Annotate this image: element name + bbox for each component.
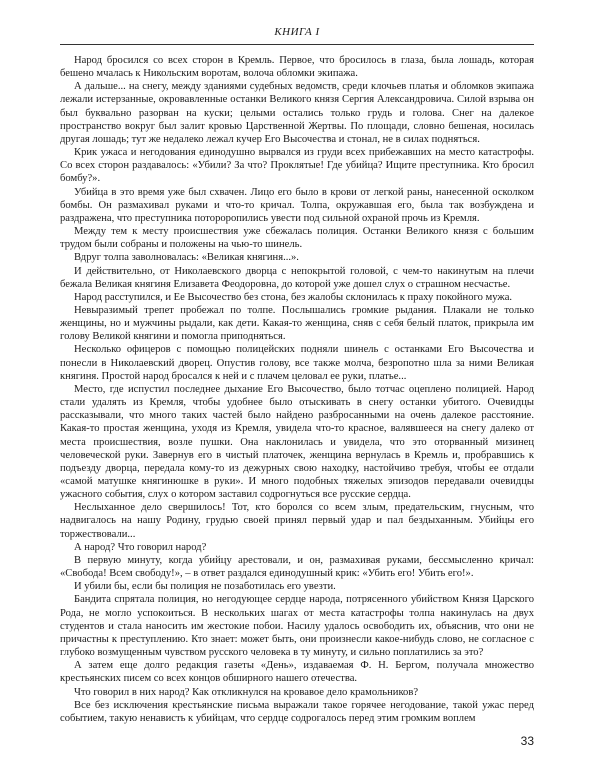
paragraph: Между тем к месту происшествия уже сбежалась полиция. Останки Великого князя с большим трудом были собраны и положены на чью-то шинель. <box>60 226 534 251</box>
paragraph: Убийца в это время уже был схвачен. Лицо его было в крови от легкой раны, нанесенной осколком бомбы. Он размахивал руками и что-то кричал. Толпа, окружавшая его, была так возбуждена и раздражена, что преступника потороропились увести под сильной охраной прочь из Кремля. <box>60 186 534 224</box>
paragraph: А дальше... на снегу, между зданиями судебных ведомств, среди клочьев платья и обломков экипажа лежали истерзанные, окровавленные останки Великого князя Сергия Александровича. Силой взрыва он был буквально разорван на куски; целыми остались только грудь и голова. Снег на далекое пространство вокруг был залит кровью Царственной Жертвы. По площади, словно бешеная, носилась другая лошадь; тут же недалеко лежал кучер Его Высочества и стонал, не в силах подняться. <box>60 81 534 145</box>
paragraph: И действительно, от Николаевского дворца с непокрытой головой, с чем-то накинутым на плечи бежала Великая княгиня Елизавета Феодоровна, до которой уже дошел слух о страшном несчастье. <box>60 265 534 290</box>
header-rule <box>60 44 534 45</box>
paragraph: Несколько офицеров с помощью полицейских подняли шинель с останками Его Высочества и понесли в Николаевский дворец. Опустив голову, все также молча, безропотно шла за ними Великая княгиня. Простой народ бросался к ней и с плачем целовал ее руки, платье... <box>60 344 534 382</box>
paragraph: И убили бы, если бы полиция не позаботилась его увезти. <box>74 581 336 593</box>
paragraph: В первую минуту, когда убийцу арестовали, и он, размахивая руками, бессмысленно кричал: «Свобода! Всем свободу!», – в ответ раздался единодушный крик: «Убить его! Убить его!». <box>60 554 534 580</box>
paragraph: А затем еще долго редакция газеты «День», издаваемая Ф. Н. Бергом, получала множество крестьянских писем со всех концов обширного нашего отечества. <box>60 660 534 685</box>
body-text <box>60 54 534 725</box>
paragraph: Народ бросился со всех сторон в Кремль. Первое, что бросилось в глаза, была лошадь, которая бешено мчалась к Никольским воротам, волоча обломки экипажа. <box>60 55 534 80</box>
paragraph: Все без исключения крестьянские письма выражали такое горячее негодование, такой ужас перед событием, такую ненависть к убийцам, что сердце содрогалось перед этим громким воплем <box>60 699 534 724</box>
paragraph: А народ? Что говорил народ? <box>74 541 207 553</box>
paragraph: Место, где испустил последнее дыхание Его Высочество, было тотчас оцеплено полицией. Народ стали удалять из Кремля, чтобы удобнее было отыскивать в снегу останки убитого. Очевидцы рассказывали, что много таких частей было найдено разбросанными на очень далекое расстояние. Какая-то простая женщина, уходя из Кремля, увидела что-то красное, валявшееся на снегу далеко от места происшествия, возле пушки. Она наклонилась и увидела, что это оторванный мизинец человеческой руки. Завернув его в чистый платочек, женщина вернулась в Кремль и, пробравшись к подъезду дворца, передала кому-то из дежурных свою находку, настойчиво требуя, чтобы ее отдали «самой матушке княгинюшке в руки». И много подобных тяжелых эпизодов передавали очевидцы ужасного события, слух о котором заставил содрогнуться все русские сердца. <box>60 383 534 501</box>
paragraph: Крик ужаса и негодования единодушно вырвался из груди всех прибежавших на место катастрофы. Со всех сторон раздавалось: «Убили? За что? Проклятые! Где убийца? Ищите преступника. Кто бросил бомбу?». <box>60 147 534 185</box>
paragraph: Что говорил в них народ? Как откликнулся на кровавое дело крамольников? <box>74 686 419 698</box>
paragraph: Вдруг толпа заволновалась: «Великая княгиня...». <box>74 252 299 264</box>
paragraph: Народ расступился, и Ее Высочество без стона, без жалобы склонилась к праху покойного мужа. <box>74 291 513 303</box>
running-header: КНИГА I <box>274 26 320 38</box>
paragraph: Бандита спрятала полиция, но негодующее сердце народа, потрясенного убийством Князя Царского Рода, не могло успокоиться. В нескольких шагах от места катастрофы толпа накинулась на двух студентов и стала наносить им жестокие побои. Насилу удалось освободить их, объяснив, что они не причастны к преступлению. Кто знает: может быть, они произнесли какое-нибудь слово, не согласное с глубоко возмущенным чувством русского человека в ту минуту, и сильно поплатились за это? <box>60 594 534 659</box>
paragraph: Неслыханное дело свершилось! Тот, кто боролся со всем злым, предательским, гнусным, что надвигалось на нашу Родину, грудью своей принял первый удар и пал бездыханным. Убийцы его торжествовали... <box>60 502 534 540</box>
paragraph: Невыразимый трепет пробежал по толпе. Послышались громкие рыдания. Плакали не только женщины, но и мужчины рыдали, как дети. Какая-то женщина, сняв с себя белый платок, прикрыла им голову Великой княгини и помогла приподняться. <box>60 304 534 343</box>
page-number: 33 <box>520 734 534 748</box>
